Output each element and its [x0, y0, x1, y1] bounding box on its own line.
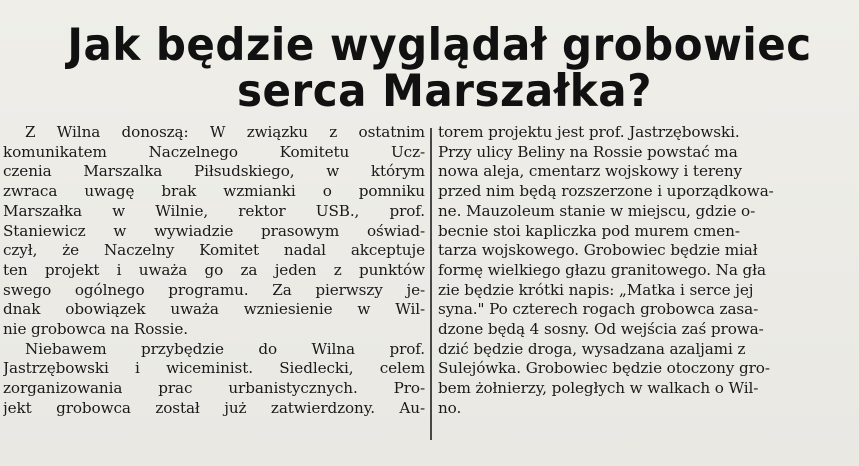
text-line: Marszałka w Wilnie, rektor USB., prof.: [3, 201, 425, 220]
headline-line-2: serca Marszałka?: [237, 65, 652, 117]
text-line: swego ogólnego programu. Za pierwszy je-: [3, 280, 425, 299]
text-line: nie grobowca na Rossie.: [3, 320, 189, 339]
text-line: torem projektu jest prof. Jastrzębowski.: [438, 123, 740, 141]
text-line: Z Wilna donoszą: W związku z ostatnim: [25, 123, 425, 141]
text-line: dnak obowiązek uważa wzniesienie w Wil-: [3, 300, 425, 319]
text-line: zorganizowania prac urbanistycznych. Pro-: [3, 379, 425, 398]
text-line: tarza wojskowego. Grobowiec będzie miał: [438, 241, 758, 260]
text-line: zwraca uwagę brak wzmianki o pomniku: [3, 182, 425, 201]
text-line: przed nim będą rozszerzone i uporządkowa-: [438, 182, 774, 201]
column-divider: [430, 128, 432, 440]
headline: [0, 18, 859, 117]
text-line: zie będzie krótki napis: „Matka i serce jej: [438, 280, 754, 299]
article-column-right: [438, 123, 859, 419]
text-line: Sulejówka. Grobowiec będzie otoczony gro-: [438, 359, 770, 378]
text-line: ten projekt i uważa go za jeden z punktów: [3, 260, 425, 279]
article-column-left: [3, 123, 425, 419]
text-line: komunikatem Naczelnego Komitetu Ucz-: [3, 142, 425, 161]
text-line: nowa aleja, cmentarz wojskowy i tereny: [438, 162, 743, 181]
text-line: formę wielkiego głazu granitowego. Na gła: [438, 260, 766, 279]
text-line: bem żołnierzy, poległych w walkach o Wil-: [438, 379, 759, 398]
text-line: no.: [438, 398, 462, 417]
text-line: syna." Po czterech rogach grobowca zasa-: [438, 300, 759, 319]
text-line: Przy ulicy Beliny na Rossie powstać ma: [438, 142, 738, 161]
text-line: ne. Mauzoleum stanie w miejscu, gdzie o-: [438, 201, 756, 220]
text-line: czenia Marszalka Piłsudskiego, w którym: [3, 162, 425, 181]
text-line: czył, że Naczelny Komitet nadal akceptuje: [3, 241, 425, 260]
headline-line-1: Jak będzie wyglądał grobowiec: [67, 18, 812, 71]
text-line: jekt grobowca został już zatwierdzony. Au-: [3, 398, 425, 417]
text-line: Jastrzębowski i wiceminist. Siedlecki, celem: [3, 359, 425, 378]
text-line: dzone będą 4 sosny. Od wejścia zaś prowa-: [438, 320, 764, 339]
text-line: dzić będzie droga, wysadzana azaljami z: [438, 339, 746, 358]
text-line: Staniewicz w wywiadzie prasowym oświad-: [3, 221, 425, 240]
text-line: becnie stoi kapliczka pod murem cmen-: [438, 221, 740, 240]
text-line: Niebawem przybędzie do Wilna prof.: [25, 339, 425, 358]
